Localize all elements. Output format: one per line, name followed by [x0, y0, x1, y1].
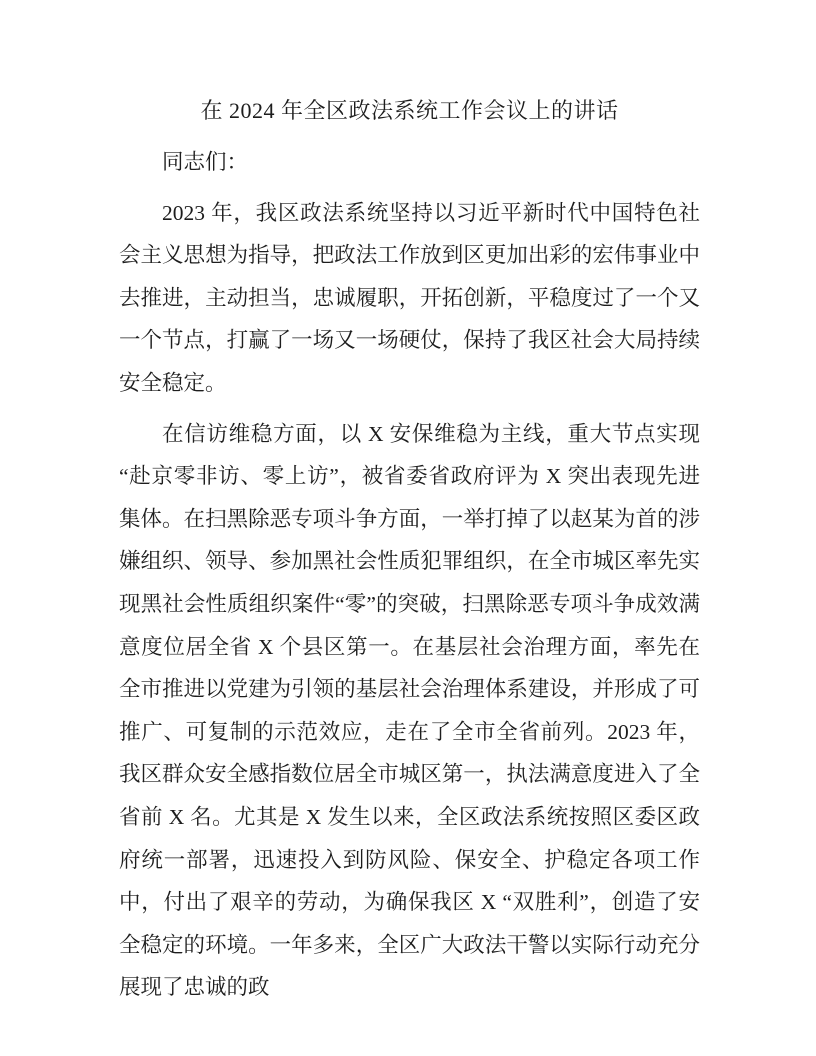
document-title: 在 2024 年全区政法系统工作会议上的讲话	[200, 98, 619, 123]
paragraph-achievements: 在信访维稳方面，以 X 安保维稳为主线，重大节点实现“赴京零非访、零上访”，被省委省政府评为 X 突出表现先进集体。在扫黑除恶专项斗争方面，一举打掉了以赵某为首的涉嫌组织、领导、参加黑社会性质犯罪组织，在全市城区率先实现黑社会性质组织案件“零”的突破，扫黑除恶专项斗争成效满意度位居全省 X 个县区第一。在基层社会治理方面，率先在全市推进以党建为引领的基层社会治理体系建设，并形成了可推广、可复制的示范效应，走在了全市全省前列。2023 年，我区群众安全感指数位居全市城区第一，执法满意度进入了全省前 X 名。尤其是 X 发生以来，全区政法系统按照区委区政府统一部署，迅速投入到防风险、保安全、护稳定各项工作中，付出了艰辛的劳动，为确保我区 X “双胜利”，创造了安全稳定的环境。一年多来，全区广大政法干警以实际行动充分展现了忠诚的政	[119, 421, 700, 1000]
salutation: 同志们：	[162, 150, 249, 174]
paragraph-overview: 2023 年，我区政法系统坚持以习近平新时代中国特色社会主义思想为指导，把政法工作放到区更加出彩的宏伟事业中去推进，主动担当，忠诚履职，开拓创新，平稳度过了一个又一个节点，打赢了一场又一场硬仗，保持了我区社会大局持续安全稳定。	[119, 200, 700, 395]
